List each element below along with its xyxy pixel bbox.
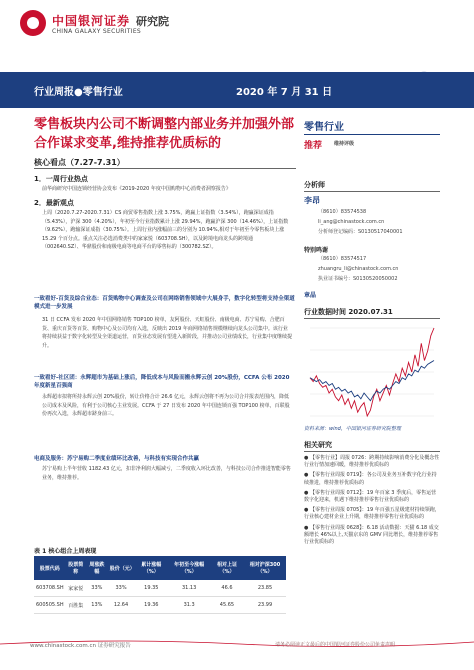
assistant-cert: 执业证书编号：S0130520050002 (318, 276, 398, 282)
footer-url[interactable]: www.chinastock.com.cn 证券研究报告 (30, 643, 131, 649)
table-cell: 603708.SH (34, 580, 66, 597)
table-cell: 12.64 (108, 597, 135, 614)
related-heading: 相关研究 (304, 441, 332, 449)
table-cell: 31.13 (168, 580, 210, 597)
section-heading-views: 2．最新观点 (34, 199, 74, 207)
logo-icon (20, 10, 46, 36)
chart-heading: 行业数据时间 2020.07.31 (304, 308, 393, 316)
related-item-text: 【零售行业周报 0705】：19 年百强五星级建材持续领跑，行业核心建材企业上升期，维持推荐零售行业优质标的 (304, 507, 440, 521)
section-heading-hotspots: 1．一周行业热点 (34, 175, 88, 183)
divider (304, 318, 440, 319)
divider (304, 451, 440, 452)
para-community: 永辉超市拟将所持永辉云创 20%股份，转让价格合计 26.6 亿元，永辉云创将不再为公司合并报表范围内，降低公司成本及风险，有利于公司核心主业发展。CCFA 于 27 日发布 2020 年中国连锁百强 TOP100 榜单，百联股份再次入选，永辉超市跻身前三。 (42, 394, 290, 417)
related-item-text: 【零售行业周报 0712】：19 年百家 3 季度后，零售运营数字化迎来，机遇下维持推荐零售行业优质标的 (304, 489, 437, 504)
table-cell: 19.36 (134, 597, 168, 614)
divider (304, 191, 440, 192)
acknowledgement-heading: 特别鸣谢 (304, 247, 329, 254)
related-item[interactable]: ● 【零售行业周报 0628】：6.18 活动数据：天猫 6.18 成交额增长 46%以上,天猫京东的 GMV 同比增长，维持推荐零售行业优质标的 (304, 524, 439, 546)
highlight-community: 一致看好-社区团：永辉超市为基础上涨后，降低成本与风险而搬永辉云创 20%股份，CCFA 公布 2020 年度新星百强商 (34, 375, 290, 389)
core-view-heading: 核心看点（7.27-7.31） (34, 158, 125, 167)
section-text-views: 上周（2020.7.27-2020.7.31）CS 商贸零售指数上涨 3.75%，跑赢上证指数（3.54%），跑赢深证成指（5.43%），沪深 300（4.20%），年初至今行业指数累计上涨 29.94%，跑赢沪深 300（14.46%），上证指数（9.62%），跑输深证成指（30.75%）。上周行业内涨幅前三的分别为 10.94%,相对于年初至今零售板块上涨 15.29 个百分点。重点关注必选消费类中的家家悦（603708.SH），以及跨境电商龙头的跨境通（002640.SZ）、华鼎股份和南极电商等电商平台的零售标的（300782.SZ）。 (42, 210, 289, 250)
table-row (34, 580, 286, 597)
table-cell: 13% (86, 597, 108, 614)
series-line (310, 361, 434, 401)
table-header: 股价（元） (108, 556, 135, 580)
industry-label: 零售行业 (304, 122, 344, 133)
related-item[interactable]: ● 【零售行业】周报 0726：跨期持续影响消费分化及概念性行业行情加速回暖，维持推荐优质标的 (304, 455, 440, 469)
related-item[interactable]: ● 【零售行业周报 0712】：19 年百家 3 季度后，零售运营数字化迎来，机遇下维持推荐零售行业优质标的 (304, 489, 437, 504)
analyst-heading: 分析师 (304, 181, 325, 189)
table-cell: 33% (86, 580, 108, 597)
portfolio-table (34, 556, 286, 614)
footer-disclaimer: 请务必阅读正文最后的中国银河证券股份公司免责声明 (275, 642, 396, 648)
table-cell: 31.3 (168, 597, 210, 614)
rating-maintain: 维持评级 (334, 141, 355, 147)
report-date: 2020 年 7 月 31 日 (236, 87, 333, 98)
industry-index-chart (304, 322, 440, 422)
table-cell: 百胜集 (66, 597, 86, 614)
table-header: 股票代码 (34, 556, 66, 580)
institute-label: 研究院 (136, 15, 169, 28)
analyst-cert: 分析师登记编码：S0130517040001 (318, 229, 403, 235)
divider (34, 168, 296, 169)
table-cell: 家家悦 (66, 580, 86, 597)
para-ecommerce: 苏宁易购上半年营收 1182.43 亿元，扣非净利润大幅减亏，二季度收入环比改善，与科技公司合作推进智能零售业务，维持推荐。 (42, 466, 291, 481)
table-cell: 23.85 (244, 580, 286, 597)
table-header: 周涨跌幅 (86, 556, 108, 580)
section-text-hotspots: 前华商研究中国连锁经营协会发布《2019-2020 年度中国购物中心消费者洞察报告》 (42, 186, 231, 192)
table-cell: 19.35 (134, 580, 168, 597)
table-cell: 600505.SH (34, 597, 66, 614)
related-list (304, 455, 440, 549)
analyst-phone: （8610）83574538 (318, 209, 367, 215)
assistant-name: 章晶 (304, 292, 317, 299)
table-cell: 33% (108, 580, 135, 597)
table-cell: 45.65 (210, 597, 244, 614)
assistant-phone: （8610）83574517 (318, 256, 367, 262)
related-item[interactable]: ● 【零售行业周报 0719】：各公司及业务互补数字化行业持续推进，维持推荐优质标的 (304, 472, 437, 486)
table-header: 年初至今涨幅（%） (168, 556, 210, 580)
related-item-text: 【零售行业周报 0628】：6.18 活动数据：天猫 6.18 成交额增长 46%以上,天猫京东的 GMV 同比增长，维持推荐零售行业优质标的 (304, 524, 439, 546)
related-item-text: 【零售行业周报 0719】：各公司及业务互补数字化行业持续推进，维持推荐优质标的 (304, 472, 437, 486)
report-title: 零售板块内公司不断调整内部业务并加强外部合作谋求变革,维持推荐优质标的 (34, 117, 295, 151)
table-cell: 46.6 (210, 580, 244, 597)
table-row (34, 597, 286, 614)
table-header: 股票简称 (66, 556, 86, 580)
table-header: 相对上证（%） (210, 556, 244, 580)
table-header: 相对沪深300（%） (244, 556, 286, 580)
table-caption: 表 1 核心组合上周表现 (34, 548, 97, 555)
assistant-email[interactable]: zhuangru_li@chinastock.com.cn (318, 266, 399, 272)
logo-text: 中国银河证券 (52, 14, 131, 28)
related-item[interactable]: ● 【零售行业周报 0705】：19 年百强五星级建材持续领跑，行业核心建材企业上升期，维持推荐零售行业优质标的 (304, 507, 440, 521)
logo-english: CHINA GALAXY SECURITIES (52, 28, 142, 35)
report-type: 行业周报●零售行业 (34, 87, 123, 98)
analyst-email[interactable]: li_ang@chinastock.com.cn (318, 219, 385, 225)
highlight-department-store: 一致看好-百货及综合业态：百货购物中心调查及公司在网络销售领域中大展身手，数字化转型将支持全渠道模式进一步发展 (34, 296, 295, 310)
highlight-ecommerce: 电商及服务：苏宁易购二季度业绩环比改善，与科技有实现合作共赢 (34, 456, 200, 462)
para-department-store: 31 日 CCFA 发布 2020 年中国网络销售 TOP100 榜单，友阿股份、天虹股份、南极电商、苏宁易购、合肥百货、重庆百货等百货、购物中心及公司均有入选，反映出 2019 年商网络销售规模继续向龙头公司集中。该行业将持续获益于数字化转型及全渠道运营，百货业态发展有望进入新阶段，并推动公司业绩成长，行业集中度继续提升。 (42, 317, 292, 349)
table-header: 累计涨幅（%） (134, 556, 168, 580)
related-item-text: 【零售行业】周报 0726：跨期持续影响消费分化及概念性行业行情加速回暖，维持推荐优质标的 (304, 455, 440, 469)
table-cell: 23.99 (244, 597, 286, 614)
rating-recommend: 推荐 (304, 141, 323, 151)
analyst-name: 李昂 (304, 196, 320, 205)
chart-source: 资料来源：wind，中国银河证券研究院整理 (304, 426, 401, 432)
divider (304, 134, 440, 135)
